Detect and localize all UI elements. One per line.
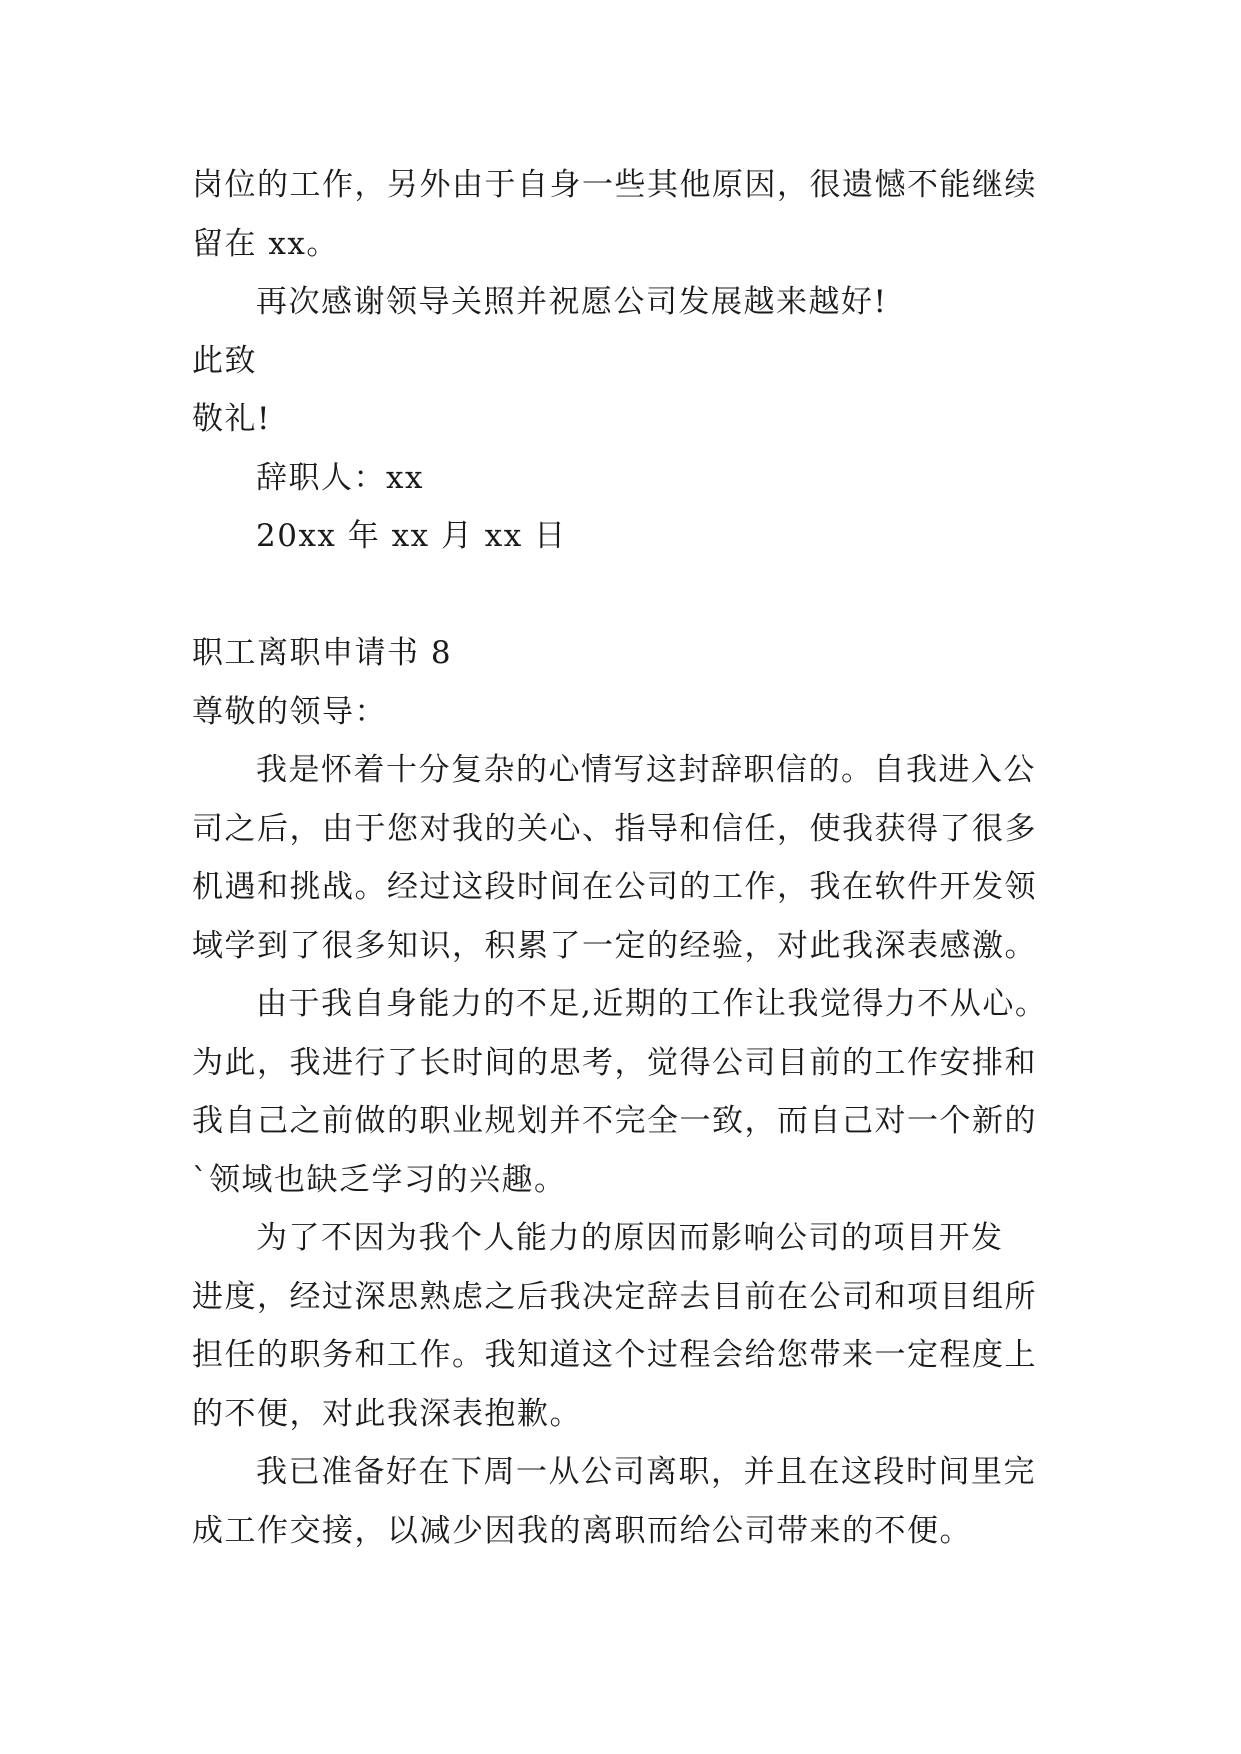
paragraph-line: 的不便，对此我深表抱歉。 bbox=[192, 1395, 582, 1432]
previous-letter-tail bbox=[192, 156, 1062, 566]
paragraph-line: 岗位的工作，另外由于自身一些其他原因，很遗憾不能继续 bbox=[192, 167, 1037, 203]
salutation: 尊敬的领导： bbox=[192, 693, 387, 730]
section-gap bbox=[192, 566, 1062, 625]
paragraph-line: 成工作交接，以减少因我的离职而给公司带来的不便。 bbox=[192, 1512, 972, 1549]
paragraph-line: 我是怀着十分复杂的心情写这封辞职信的。自我进入公 bbox=[256, 752, 1036, 788]
paragraph-line: 机遇和挑战。经过这段时间在公司的工作，我在软件开发领 bbox=[192, 869, 1037, 905]
paragraph-line: 我自己之前做的职业规划并不完全一致，而自己对一个新的 bbox=[192, 1103, 1037, 1139]
paragraph-line: 由于我自身能力的不足,近期的工作让我觉得力不从心。 bbox=[256, 986, 1048, 1022]
paragraph-line: 域学到了很多知识，积累了一定的经验，对此我深表感激。 bbox=[192, 927, 1037, 964]
paragraph-line: `领域也缺乏学习的兴趣。 bbox=[192, 1161, 567, 1198]
paragraph-line: 留在 xx。 bbox=[192, 225, 339, 262]
paragraph-line: 为此，我进行了长时间的思考，觉得公司目前的工作安排和 bbox=[192, 1044, 1037, 1081]
document-page bbox=[192, 156, 1062, 1560]
paragraph-line: 司之后，由于您对我的关心、指导和信任，使我获得了很多 bbox=[192, 810, 1037, 847]
paragraph-line: 再次感谢领导关照并祝愿公司发展越来越好! bbox=[256, 284, 888, 320]
paragraph-line: 我已准备好在下周一从公司离职，并且在这段时间里完 bbox=[256, 1454, 1036, 1490]
paragraph-line: 进度，经过深思熟虑之后我决定辞去目前在公司和项目组所 bbox=[192, 1278, 1037, 1315]
letter-title: 职工离职申请书 8 bbox=[192, 635, 453, 671]
signer-line: 辞职人：xx bbox=[256, 459, 424, 496]
paragraph-line: 担任的职务和工作。我知道这个过程会给您带来一定程度上 bbox=[192, 1337, 1037, 1373]
closing-line: 敬礼! bbox=[192, 401, 271, 437]
date-line: 20xx 年 xx 月 xx 日 bbox=[256, 518, 567, 554]
paragraph-line: 为了不因为我个人能力的原因而影响公司的项目开发 bbox=[256, 1220, 1004, 1256]
closing-line: 此致 bbox=[192, 342, 257, 379]
letter-8 bbox=[192, 624, 1062, 1560]
